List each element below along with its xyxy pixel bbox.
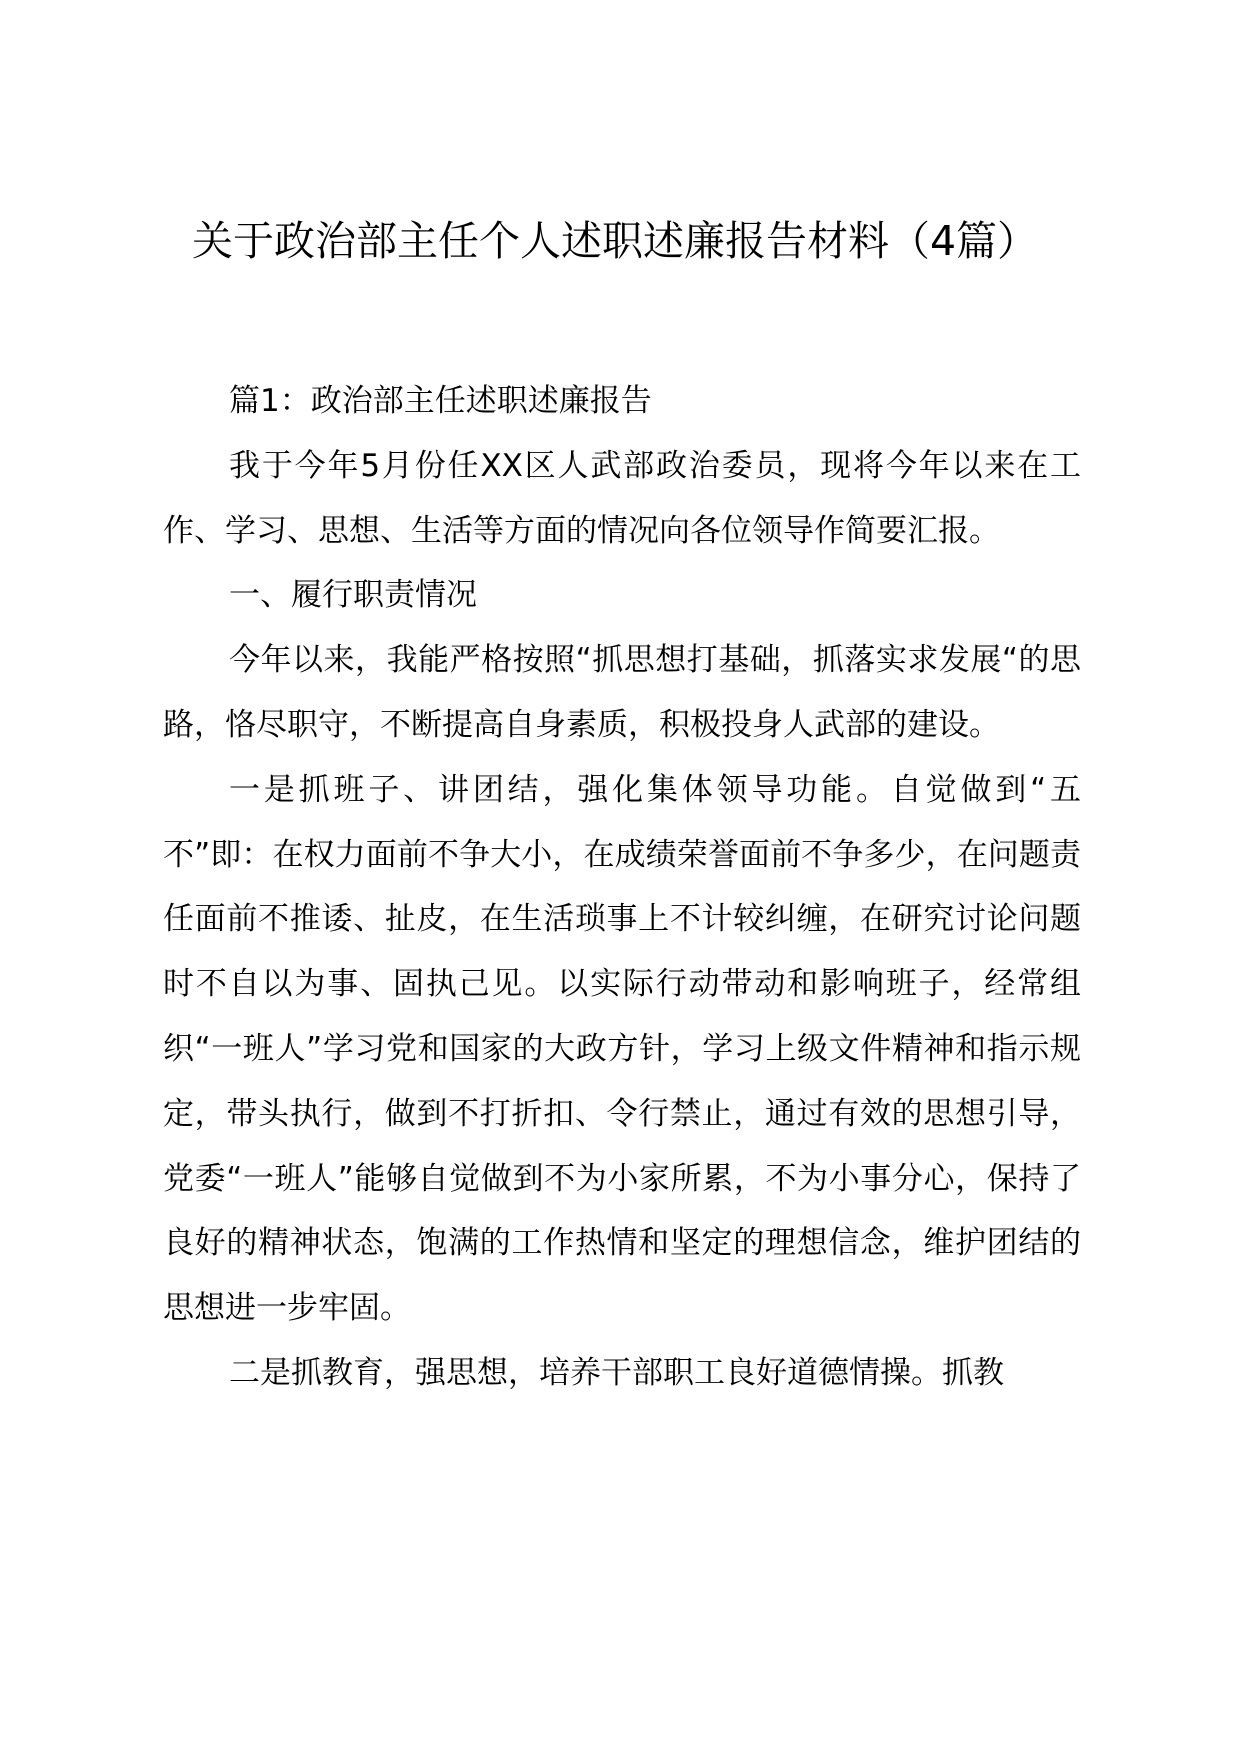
- paragraph-section-heading: 篇1：政治部主任述职述廉报告: [229, 383, 652, 419]
- paragraph-duties-summary: 今年以来，我能严格按照“抓思想打基础，抓落实求发展“的思路，恪尽职守，不断提高自身素质，积极投身人武部的建设。: [163, 642, 1081, 743]
- paragraph-intro: 我于今年5月份任XX区人武部政治委员，现将今年以来在工作、学习、思想、生活等方面的情况向各位领导作简要汇报。: [163, 447, 1081, 549]
- paragraph-point-two: 二是抓教育，强思想，培养干部职工良好道德情操。抓教: [229, 1354, 1004, 1391]
- document-title: 关于政治部主任个人述职述廉报告材料（4篇）: [191, 217, 1039, 265]
- document-body: [163, 369, 1081, 1406]
- paragraph-heading-duties: 一、履行职责情况: [229, 577, 477, 614]
- paragraph-point-one: 一是抓班子、讲团结，强化集体领导功能。自觉做到“五不”即：在权力面前不争大小，在成绩荣誉面前不争多少，在问题责任面前不推诿、扯皮，在生活琐事上不计较纠缠，在研究讨论问题时不自以为事、固执己见。以实际行动带动和影响班子，经常组织“一班人”学习党和国家的大政方针，学习上级文件精神和指示规定，带头执行，做到不打折扣、令行禁止，通过有效的思想引导，党委“一班人”能够自觉做到不为小家所累，不为小事分心，保持了良好的精神状态，饱满的工作热情和坚定的理想信念，维护团结的思想进一步牢固。: [163, 771, 1081, 1327]
